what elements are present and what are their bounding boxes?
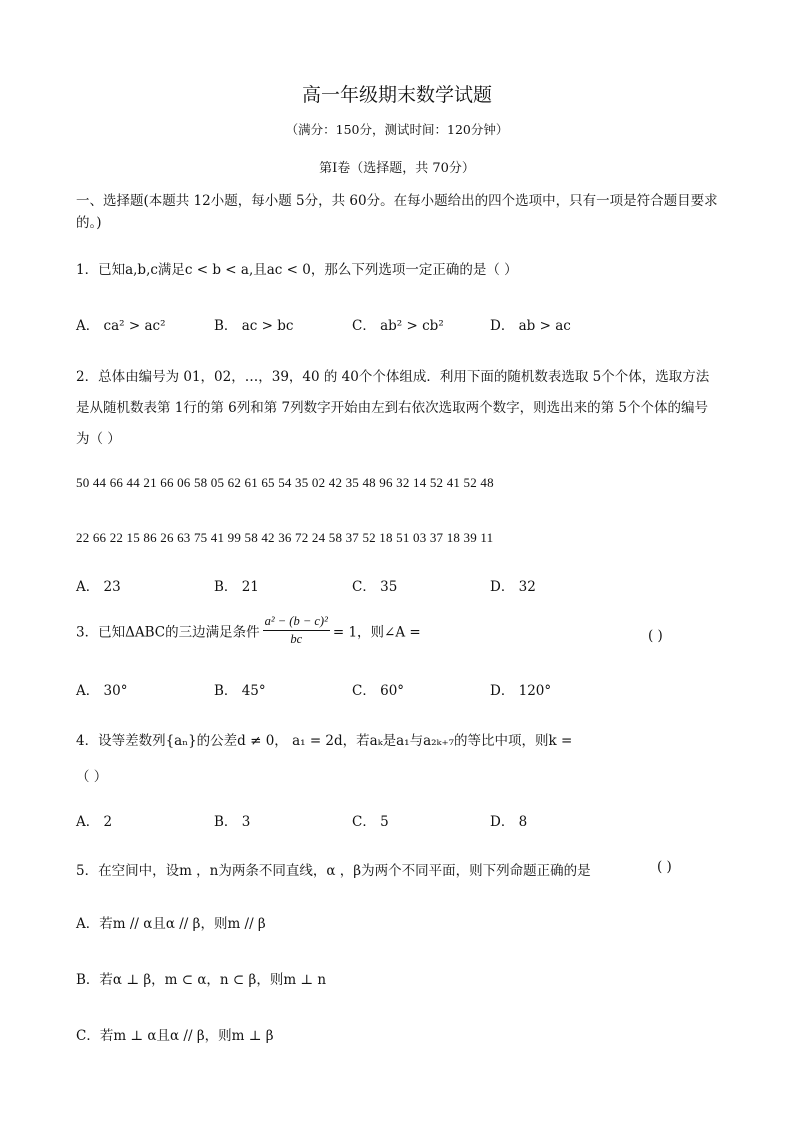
q3-option-b: B． 45°	[214, 683, 266, 699]
q1-option-c: C． ab² > cb²	[352, 318, 444, 334]
q2-option-d: D． 32	[490, 579, 536, 595]
q3-prefix: 3．已知ΔABC的三边满足条件	[76, 624, 260, 641]
question-3-stem	[76, 614, 421, 647]
q4-option-b: B． 3	[214, 814, 251, 830]
q3-option-d: D． 120°	[490, 683, 552, 699]
question-4-stem: 4．设等差数列{aₙ}的公差d ≠ 0， a₁ = 2d，若aₖ是a₁与a₂ₖ₊₇的等比中项，则k =	[76, 733, 573, 749]
question-1-stem: 1．已知a,b,c满足c < b < a,且ac < 0，那么下列选项一定正确的是（ ）	[76, 262, 518, 278]
q4-option-c: C． 5	[352, 814, 389, 830]
question-5-stem: 5．在空间中，设m ，n为两条不同直线，α ，β为两个不同平面，则下列命题正确的是	[76, 863, 591, 879]
exam-meta: （满分：150分，测试时间：120分钟）	[285, 122, 509, 137]
q5-answer-paren: ( )	[657, 859, 672, 875]
random-table-row-1: 50 44 66 44 21 66 06 58 05 62 61 65 54 35 02 42 35 48 96 32 14 52 41 52 48	[76, 475, 494, 490]
q3-fraction-numerator: a² − (b − c)²	[263, 614, 330, 631]
q5-option-c: C．若m ⊥ α且α // β，则m ⊥ β	[76, 1028, 274, 1044]
q4-option-d: D． 8	[490, 814, 528, 830]
q3-fraction-denominator: bc	[290, 632, 303, 646]
q2-option-b: B． 21	[214, 579, 259, 595]
q3-option-a: A． 30°	[76, 683, 128, 699]
q2-option-c: C． 35	[352, 579, 398, 595]
section-intro: 一、选择题(本题共 12小题，每小题 5分，共 60分。在每小题给出的四个选项中，只有一项是符合题目要求的。)	[76, 193, 718, 231]
q3-option-c: C． 60°	[352, 683, 405, 699]
q3-fraction	[263, 614, 330, 647]
part-heading: 第Ⅰ卷（选择题，共 70分）	[319, 161, 475, 176]
q1-option-a: A． ca² > ac²	[76, 318, 166, 334]
q4-answer-paren: （ ）	[76, 769, 108, 785]
question-2-stem: 2．总体由编号为 01，02，…，39，40 的 40个个体组成．利用下面的随机数表选取 5个个体，选取方法是从随机数表第 1行的第 6列和第 7列数字开始由左到右依次选取两个数字，则选出来的第 5个个体的编号为（ ）	[76, 369, 710, 447]
q3-suffix: = 1，则∠A =	[332, 624, 421, 641]
q1-option-d: D． ab > ac	[490, 318, 571, 334]
q4-option-a: A． 2	[76, 814, 113, 830]
exam-title: 高一年级期末数学试题	[301, 84, 492, 106]
q3-answer-paren: ( )	[648, 628, 663, 644]
random-table-row-2: 22 66 22 15 86 26 63 75 41 99 58 42 36 72 24 58 37 52 18 51 03 37 18 39 11	[76, 530, 494, 545]
q2-option-a: A． 23	[76, 579, 121, 595]
q5-option-a: A．若m // α且α // β，则m // β	[76, 916, 266, 932]
q1-option-b: B． ac > bc	[214, 318, 294, 334]
q5-option-b: B．若α ⊥ β，m ⊂ α，n ⊂ β，则m ⊥ n	[76, 972, 327, 988]
